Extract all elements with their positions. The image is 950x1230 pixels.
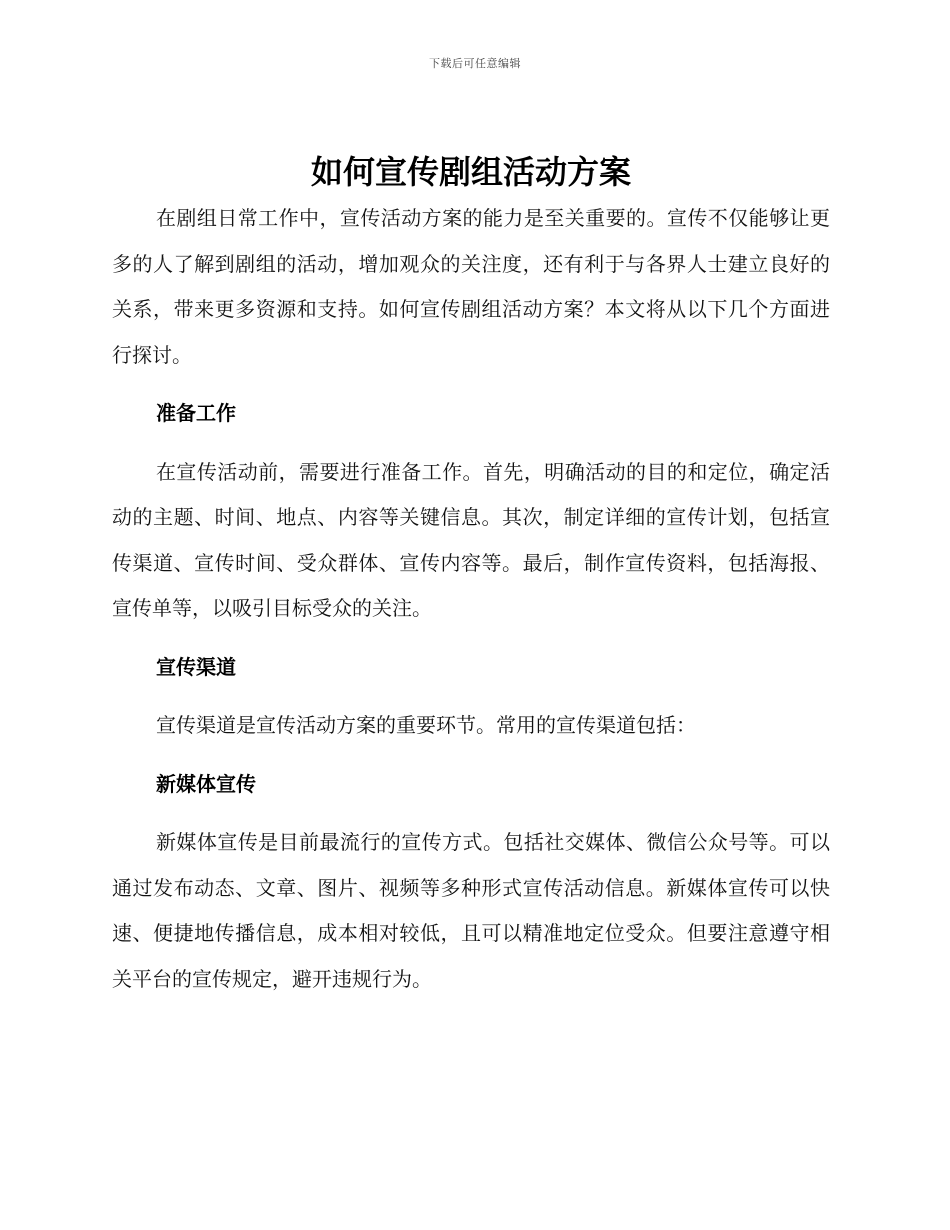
section-heading-preparation: 准备工作 <box>156 401 236 425</box>
section-heading-channels: 宣传渠道 <box>156 654 236 679</box>
document-body <box>112 150 830 1002</box>
section-paragraph-preparation: 在宣传活动前，需要进行准备工作。首先，明确活动的目的和定位，确定活动的主题、时间、地点、内容等关键信息。其次，制定详细的宣传计划，包括宣传渠道、宣传时间、受众群体、宣传内容等。最后，制作宣传资料，包括海报、宣传单等，以吸引目标受众的关注。 <box>112 459 830 620</box>
intro-paragraph: 在剧组日常工作中，宣传活动方案的能力是至关重要的。宣传不仅能够让更多的人了解到剧组的活动，增加观众的关注度，还有利于与各界人士建立良好的关系，带来更多资源和支持。如何宣传剧组活动方案？本文将从以下几个方面进行探讨。 <box>112 206 830 367</box>
header-note: 下载后可任意编辑 <box>429 57 521 70</box>
section-paragraph-new-media: 新媒体宣传是目前最流行的宣传方式。包括社交媒体、微信公众号等。可以通过发布动态、文章、图片、视频等多种形式宣传活动信息。新媒体宣传可以快速、便捷地传播信息，成本相对较低，且可以精准地定位受众。但要注意遵守相关平台的宣传规定，避开违规行为。 <box>112 830 830 991</box>
section-heading-new-media: 新媒体宣传 <box>156 771 256 796</box>
section-paragraph-channels: 宣传渠道是宣传活动方案的重要环节。常用的宣传渠道包括： <box>156 713 696 737</box>
document-title: 如何宣传剧组活动方案 <box>310 153 631 191</box>
